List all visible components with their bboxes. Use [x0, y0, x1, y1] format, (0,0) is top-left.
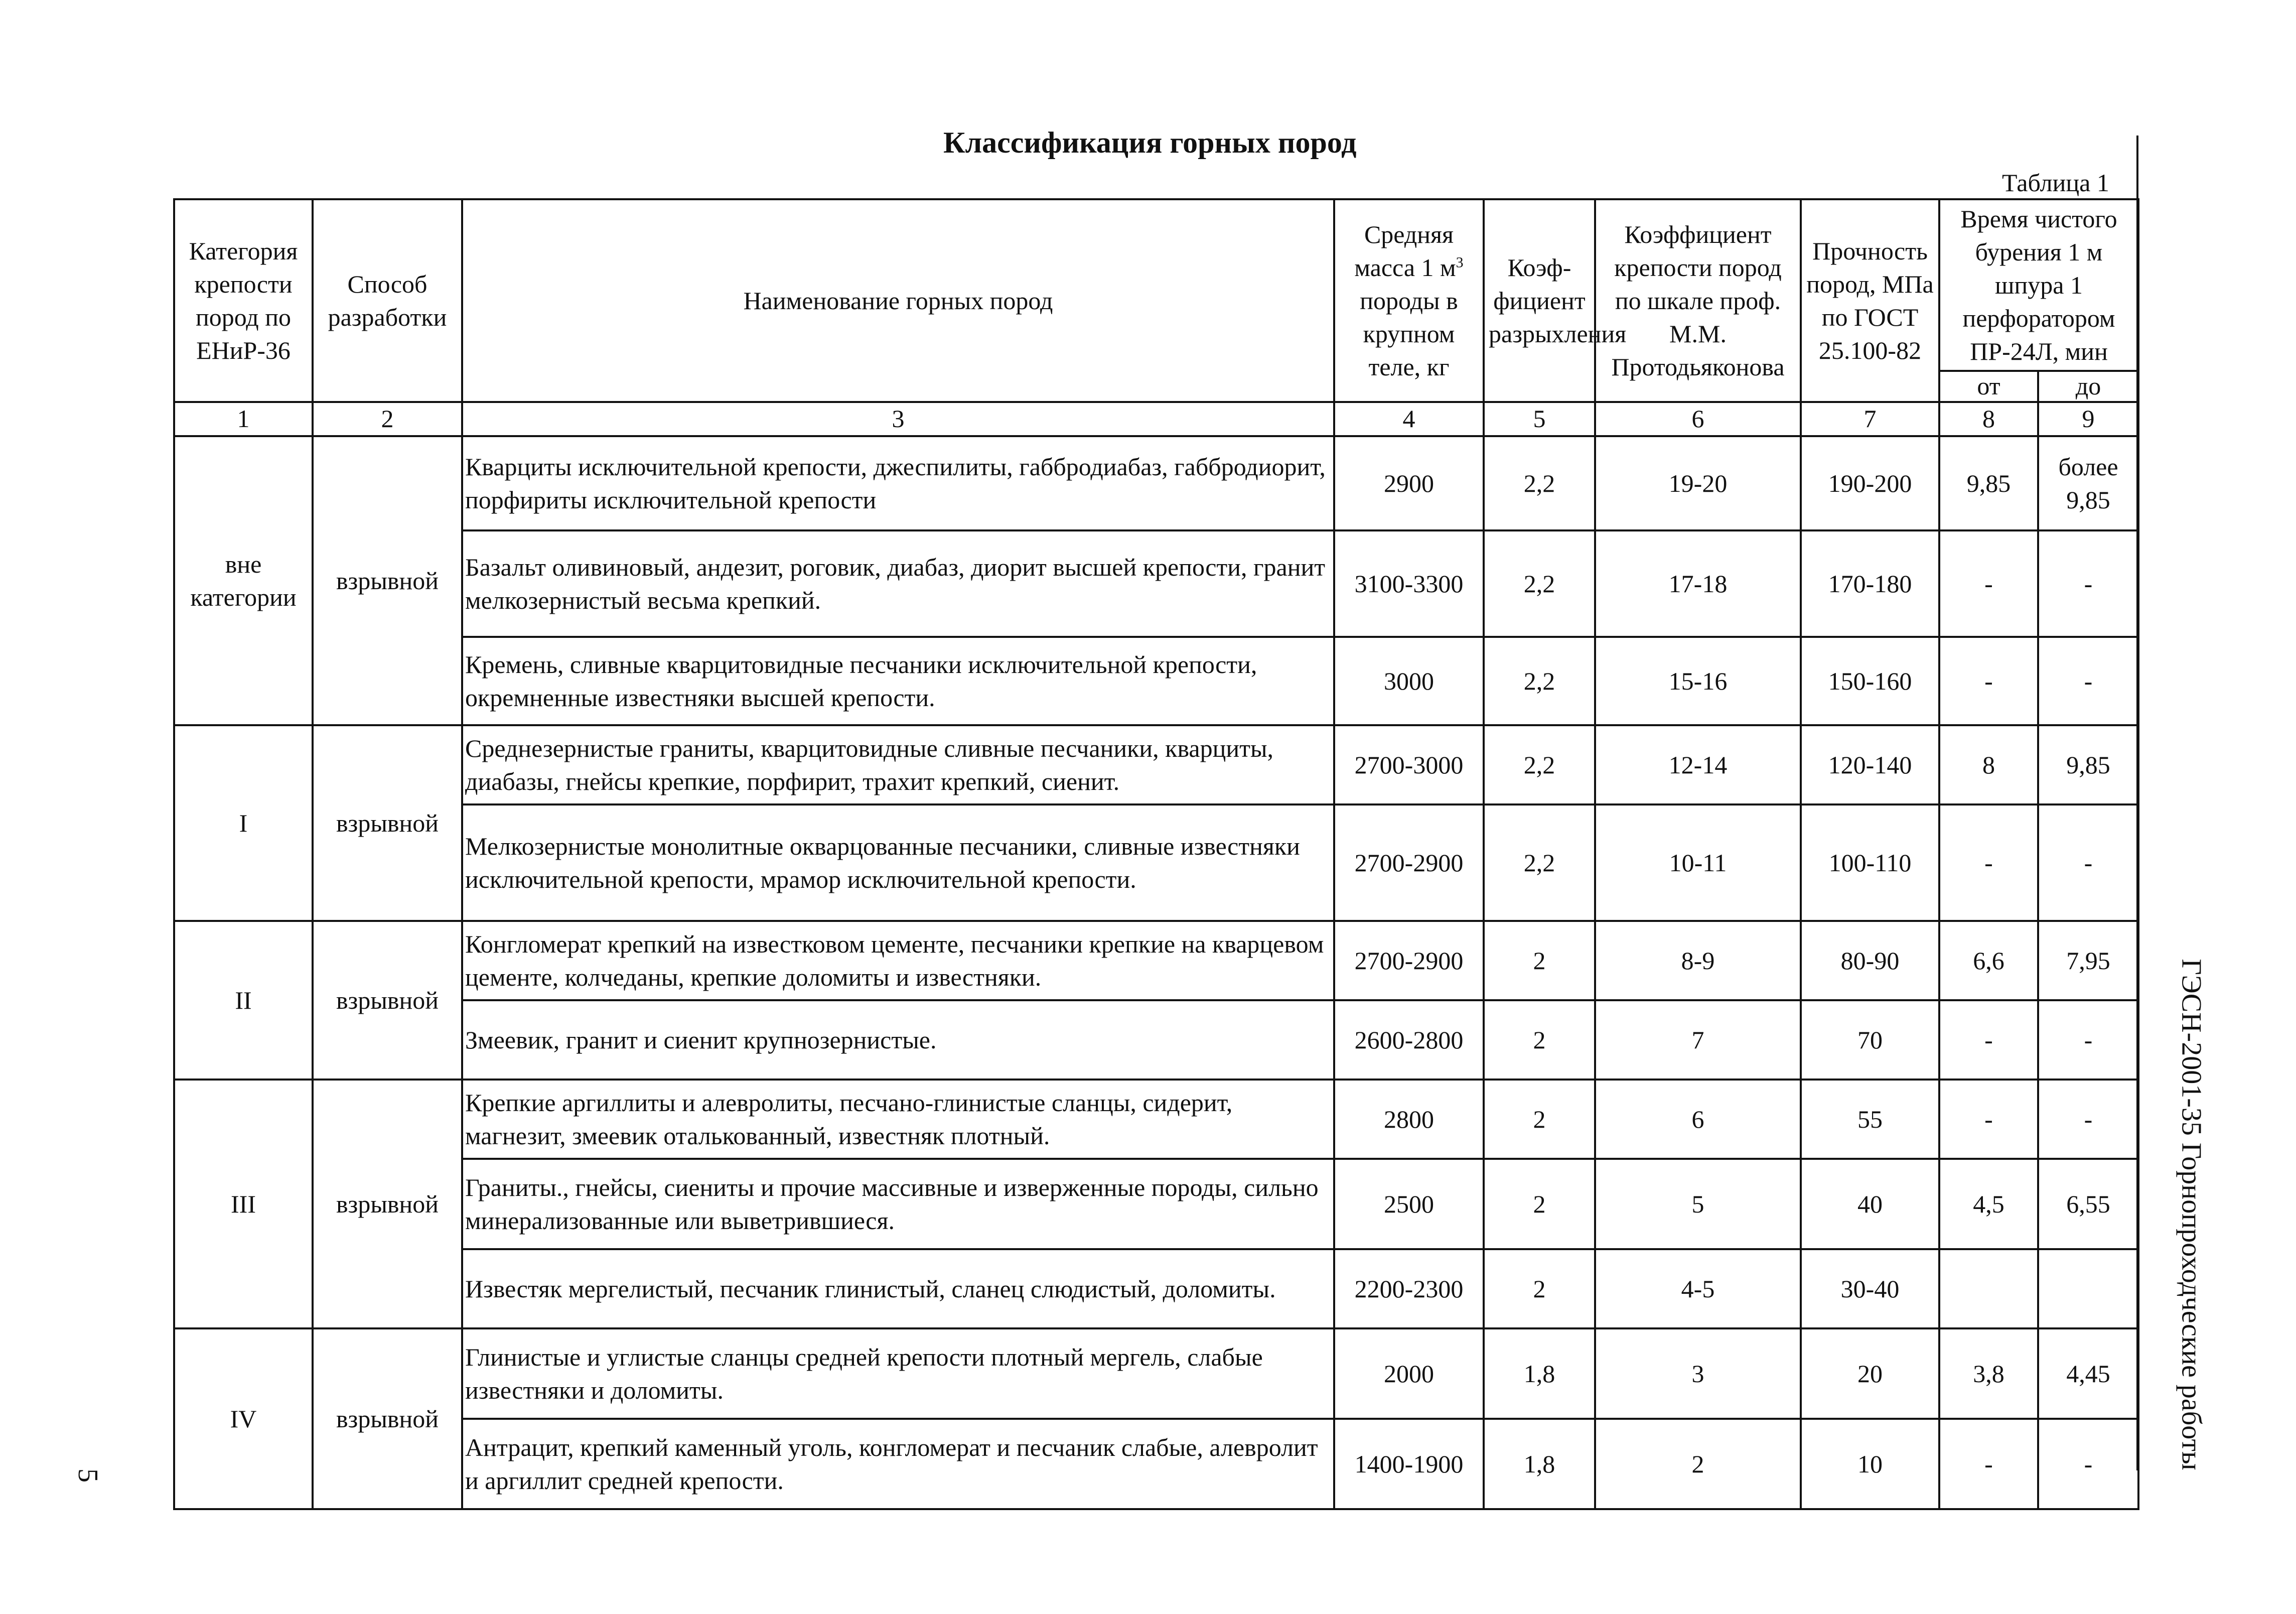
mass-cell: 2000 — [1334, 1328, 1484, 1419]
rock-classification-table — [173, 198, 2139, 1510]
strength-coef-cell: 7 — [1595, 1000, 1801, 1080]
header-strength-coef: Коэффициент крепости пород по шкале проф. М.М. Протодьяконова — [1595, 199, 1801, 402]
method-cell: взрывной — [313, 1328, 462, 1509]
drill-from-cell: - — [1939, 1000, 2038, 1080]
column-number-row — [174, 402, 2138, 436]
side-note — [2167, 954, 2217, 1475]
strength-coef-cell: 3 — [1595, 1328, 1801, 1419]
method-cell: взрывной — [313, 921, 462, 1080]
side-note-text: ГЭСН-2001-35 Горнопроходческие работы — [2176, 959, 2207, 1470]
drill-from-cell: - — [1939, 804, 2038, 921]
rock-name-cell: Среднезернистые граниты, кварцитовидные сливные песчаники, кварциты, диабазы, гнейсы крепкие, порфирит, трахит крепкий, сиенит. — [462, 725, 1334, 804]
strength-coef-cell: 2 — [1595, 1419, 1801, 1509]
method-cell: взрывной — [313, 725, 462, 921]
drill-to-cell: - — [2038, 530, 2138, 637]
category-cell: II — [174, 921, 313, 1080]
mass-cell: 2700-2900 — [1334, 804, 1484, 921]
rock-name-cell: Крепкие аргиллиты и алевролиты, песчано-глинистые сланцы, сидерит, магнезит, змеевик отальковaнный, известняк плотный. — [462, 1080, 1334, 1159]
rock-name-cell: Кварциты исключительной крепости, джеспилиты, габбродиабаз, габбродиорит, порфириты исключительной крепости — [462, 436, 1334, 530]
mass-cell: 2800 — [1334, 1080, 1484, 1159]
drill-from-cell: - — [1939, 637, 2038, 725]
strength-cell: 10 — [1801, 1419, 1939, 1509]
rock-name-cell: Мелкозернистые монолитные окварцованные песчаники, сливные известняки исключительной крепости, мрамор исключительной крепости. — [462, 804, 1334, 921]
strength-cell: 150-160 — [1801, 637, 1939, 725]
mass-cell: 3100-3300 — [1334, 530, 1484, 637]
strength-coef-cell: 15-16 — [1595, 637, 1801, 725]
mass-cell: 3000 — [1334, 637, 1484, 725]
loosening-cell: 1,8 — [1484, 1328, 1595, 1419]
header-strength: Прочность пород, МПа по ГОСТ 25.100-82 — [1801, 199, 1939, 402]
table-header — [174, 199, 2138, 436]
loosening-cell: 2 — [1484, 921, 1595, 1000]
drill-to-cell: - — [2038, 1000, 2138, 1080]
drill-from-cell: 6,6 — [1939, 921, 2038, 1000]
strength-cell: 40 — [1801, 1159, 1939, 1249]
rock-name-cell: Конгломерат крепкий на известковом цементе, песчаники крепкие на кварцевом цементе, колчеданы, крепкие доломиты и известняки. — [462, 921, 1334, 1000]
drill-from-cell: - — [1939, 530, 2038, 637]
drill-from-cell: - — [1939, 1419, 2038, 1509]
table-row — [174, 1080, 2138, 1159]
strength-cell: 20 — [1801, 1328, 1939, 1419]
loosening-cell: 2,2 — [1484, 637, 1595, 725]
table-row — [174, 725, 2138, 804]
drill-from-cell: 9,85 — [1939, 436, 2038, 530]
table-row — [174, 804, 2138, 921]
strength-coef-cell: 19-20 — [1595, 436, 1801, 530]
rock-name-cell: Базальт оливиновый, андезит, роговик, диабаз, диорит высшей крепости, гранит мелкозернистый весьма крепкий. — [462, 530, 1334, 637]
mass-cell: 2500 — [1334, 1159, 1484, 1249]
strength-cell: 80-90 — [1801, 921, 1939, 1000]
table-body — [174, 436, 2138, 1509]
rock-name-cell: Змеевик, гранит и сиенит крупнозернистые. — [462, 1000, 1334, 1080]
category-cell: I — [174, 725, 313, 921]
drill-to-cell: 9,85 — [2038, 725, 2138, 804]
loosening-cell: 2 — [1484, 1249, 1595, 1328]
mass-cell: 1400-1900 — [1334, 1419, 1484, 1509]
strength-cell: 190-200 — [1801, 436, 1939, 530]
table-row — [174, 637, 2138, 725]
mass-cell: 2700-2900 — [1334, 921, 1484, 1000]
header-to: до — [2038, 371, 2138, 402]
strength-cell: 70 — [1801, 1000, 1939, 1080]
table-number-label: Таблица 1 — [2002, 169, 2109, 197]
drill-from-cell: 4,5 — [1939, 1159, 2038, 1249]
table-row — [174, 1159, 2138, 1249]
method-cell: взрывной — [313, 436, 462, 725]
table-row — [174, 530, 2138, 637]
table-row — [174, 921, 2138, 1000]
column-number: 5 — [1484, 402, 1595, 436]
header-category: Категория крепости пород по ЕНиР-36 — [174, 199, 313, 402]
rock-name-cell: Глинистые и углистые сланцы средней крепости плотный мергель, слабые известняки и доломиты. — [462, 1328, 1334, 1419]
loosening-cell: 1,8 — [1484, 1419, 1595, 1509]
strength-coef-cell: 12-14 — [1595, 725, 1801, 804]
strength-cell: 170-180 — [1801, 530, 1939, 637]
page-number-text: 5 — [72, 1468, 103, 1483]
drill-to-cell — [2038, 1249, 2138, 1328]
strength-cell: 30-40 — [1801, 1249, 1939, 1328]
column-number: 3 — [462, 402, 1334, 436]
header-drill-time: Время чистого бурения 1 м шпура 1 перфоратором ПР-24Л, мин — [1939, 199, 2138, 371]
header-mass-prefix: Средняя масса 1 м — [1354, 220, 1456, 282]
column-number: 2 — [313, 402, 462, 436]
column-number: 6 — [1595, 402, 1801, 436]
table-row — [174, 1000, 2138, 1080]
header-from: от — [1939, 371, 2038, 402]
loosening-cell: 2,2 — [1484, 436, 1595, 530]
mass-cell: 2700-3000 — [1334, 725, 1484, 804]
strength-coef-cell: 4-5 — [1595, 1249, 1801, 1328]
rock-name-cell: Граниты., гнейсы, сиениты и прочие массивные и изверженные породы, сильно минерализованные или выветрившиеся. — [462, 1159, 1334, 1249]
loosening-cell: 2,2 — [1484, 804, 1595, 921]
drill-to-cell: - — [2038, 637, 2138, 725]
table-row — [174, 436, 2138, 530]
drill-to-cell: - — [2038, 804, 2138, 921]
header-mass-suffix: породы в крупном теле, кг — [1360, 286, 1458, 381]
loosening-cell: 2,2 — [1484, 530, 1595, 637]
drill-from-cell — [1939, 1249, 2038, 1328]
table-row — [174, 1419, 2138, 1509]
column-number: 4 — [1334, 402, 1484, 436]
drill-to-cell: - — [2038, 1080, 2138, 1159]
drill-to-cell: более 9,85 — [2038, 436, 2138, 530]
table-row — [174, 1328, 2138, 1419]
strength-coef-cell: 17-18 — [1595, 530, 1801, 637]
method-cell: взрывной — [313, 1080, 462, 1328]
header-rock-name: Наименование горных пород — [462, 199, 1334, 402]
strength-cell: 55 — [1801, 1080, 1939, 1159]
column-number: 8 — [1939, 402, 2038, 436]
rock-name-cell: Известяк мергелистый, песчаник глинистый, сланец слюдистый, доломиты. — [462, 1249, 1334, 1328]
category-cell: III — [174, 1080, 313, 1328]
mass-cell: 2200-2300 — [1334, 1249, 1484, 1328]
header-mass — [1334, 199, 1484, 402]
loosening-cell: 2 — [1484, 1080, 1595, 1159]
strength-coef-cell: 6 — [1595, 1080, 1801, 1159]
document-title: Классификация горных пород — [943, 126, 1357, 159]
drill-to-cell: 6,55 — [2038, 1159, 2138, 1249]
drill-to-cell: 4,45 — [2038, 1328, 2138, 1419]
rock-name-cell: Антрацит, крепкий каменный уголь, конгломерат и песчаник слабые, алевролит и аргиллит средней крепости. — [462, 1419, 1334, 1509]
column-number: 1 — [174, 402, 313, 436]
header-row — [174, 199, 2138, 371]
strength-coef-cell: 8-9 — [1595, 921, 1801, 1000]
drill-to-cell: 7,95 — [2038, 921, 2138, 1000]
strength-cell: 100-110 — [1801, 804, 1939, 921]
drill-from-cell: 8 — [1939, 725, 2038, 804]
loosening-cell: 2 — [1484, 1159, 1595, 1249]
category-cell: IV — [174, 1328, 313, 1509]
category-cell: вне категории — [174, 436, 313, 725]
loosening-cell: 2 — [1484, 1000, 1595, 1080]
table-row — [174, 1249, 2138, 1328]
header-method: Способ разработки — [313, 199, 462, 402]
header-mass-sup: 3 — [1456, 254, 1464, 271]
header-loosening: Коэф-фициент разрыхления — [1484, 199, 1595, 402]
loosening-cell: 2,2 — [1484, 725, 1595, 804]
mass-cell: 2900 — [1334, 436, 1484, 530]
strength-cell: 120-140 — [1801, 725, 1939, 804]
strength-coef-cell: 10-11 — [1595, 804, 1801, 921]
column-number: 9 — [2038, 402, 2138, 436]
drill-from-cell: 3,8 — [1939, 1328, 2038, 1419]
drill-from-cell: - — [1939, 1080, 2038, 1159]
drill-to-cell: - — [2038, 1419, 2138, 1509]
strength-coef-cell: 5 — [1595, 1159, 1801, 1249]
mass-cell: 2600-2800 — [1334, 1000, 1484, 1080]
column-number: 7 — [1801, 402, 1939, 436]
page-number — [73, 1455, 103, 1496]
rock-name-cell: Кремень, сливные кварцитовидные песчаники исключительной крепости, окремненные известняки высшей крепости. — [462, 637, 1334, 725]
